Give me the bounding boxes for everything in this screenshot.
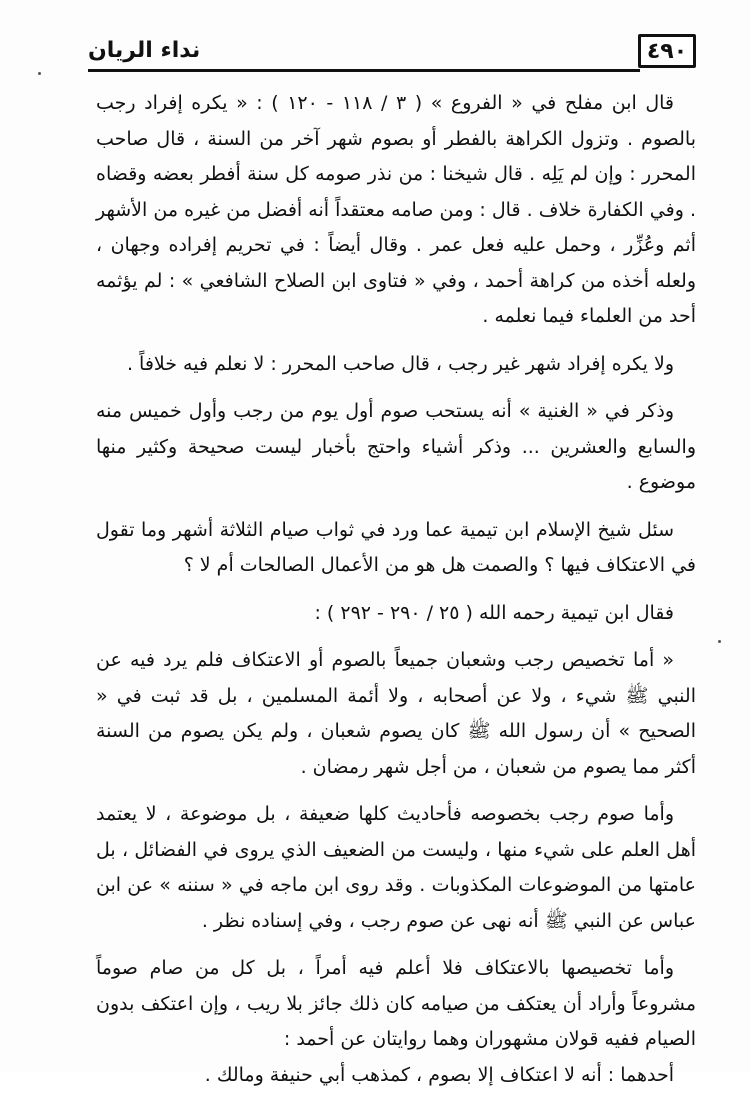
- paragraph-ibn-muflih: قال ابن مفلح في « الفروع » ( ٣ / ١١٨ - ١٢٠ ) : « يكره إفراد رجب بالصوم . وتزول الكراهة بالفطر أو بصوم شهر آخر من السنة ، قال صاحب المحرر : وإن لم يَلِه . قال شيخنا : من نذر صومه كل سنة أفطر بعضه وقضاه . وفي الكفارة خلاف . قال : ومن صامه معتقداً أنه أفضل من غيره من الأشهر أثم وعُزِّر ، وحمل عليه فعل عمر . وقال أيضاً : في تحريم إفراده وجهان ، ولعله أخذه من كراهة أحمد ، وفي « فتاوى ابن الصلاح الشافعي » : لم يؤثمه أحد من العلماء فيما نعلمه .: [96, 86, 696, 335]
- paragraph-question: سئل شيخ الإسلام ابن تيمية عما ورد في ثواب صيام الثلاثة أشهر وما تقول في الاعتكاف فيها ؟ والصمت هل هو من الأعمال الصالحات أم لا ؟: [96, 513, 696, 584]
- paragraph-rajab-fasting: وأما صوم رجب بخصوصه فأحاديث كلها ضعيفة ، بل موضوعة ، لا يعتمد أهل العلم على شيء منها ، وليست من الضعيف الذي يروى في الفضائل ، بل عامتها من الموضوعات المكذوبات . وقد روى ابن ماجه في « سننه » عن ابن عباس عن النبي ﷺ أنه نهى عن صوم رجب ، وفي إسناده نظر .: [96, 797, 696, 939]
- page-body: [96, 86, 696, 1093]
- paragraph-other-months: ولا يكره إفراد شهر غير رجب ، قال صاحب المحرر : لا نعلم فيه خلافاً .: [96, 347, 696, 383]
- stray-dot: [718, 640, 721, 643]
- paragraph-quote-rajab-shaban: « أما تخصيص رجب وشعبان جميعاً بالصوم أو الاعتكاف فلم يرد فيه عن النبي ﷺ شيء ، ولا عن أصحابه ، ولا أئمة المسلمين ، بل قد ثبت في « الصحيح » أن رسول الله ﷺ كان يصوم شعبان ، ولم يكن يصوم من السنة أكثر مما يصوم من شعبان ، من أجل شهر رمضان .: [96, 643, 696, 785]
- page-number: ٤٩٠: [638, 34, 696, 68]
- paragraph-itikaf: وأما تخصيصها بالاعتكاف فلا أعلم فيه أمراً ، بل كل من صام صوماً مشروعاً وأراد أن يعتكف من صيامه كان ذلك جائز بلا ريب ، وإن اعتكف بدون الصيام ففيه قولان مشهوران وهما روايتان عن أحمد :: [96, 951, 696, 1058]
- header-rule: [88, 69, 640, 72]
- paragraph-ibn-taymiyya-intro: فقال ابن تيمية رحمه الله ( ٢٥ / ٢٩٠ - ٢٩٢ ) :: [96, 596, 696, 632]
- stray-dot: [38, 72, 41, 75]
- page-header: [88, 32, 696, 74]
- paragraph-ghunya: وذكر في « الغنية » أنه يستحب صوم أول يوم من رجب وأول خميس منه والسابع والعشرين ... وذكر أشياء واحتج بأخبار ليست صحيحة وكثير منها موضوع .: [96, 394, 696, 501]
- paragraph-first-opinion: أحدهما : أنه لا اعتكاف إلا بصوم ، كمذهب أبي حنيفة ومالك .: [96, 1058, 696, 1093]
- book-title: نداء الريان: [88, 38, 200, 63]
